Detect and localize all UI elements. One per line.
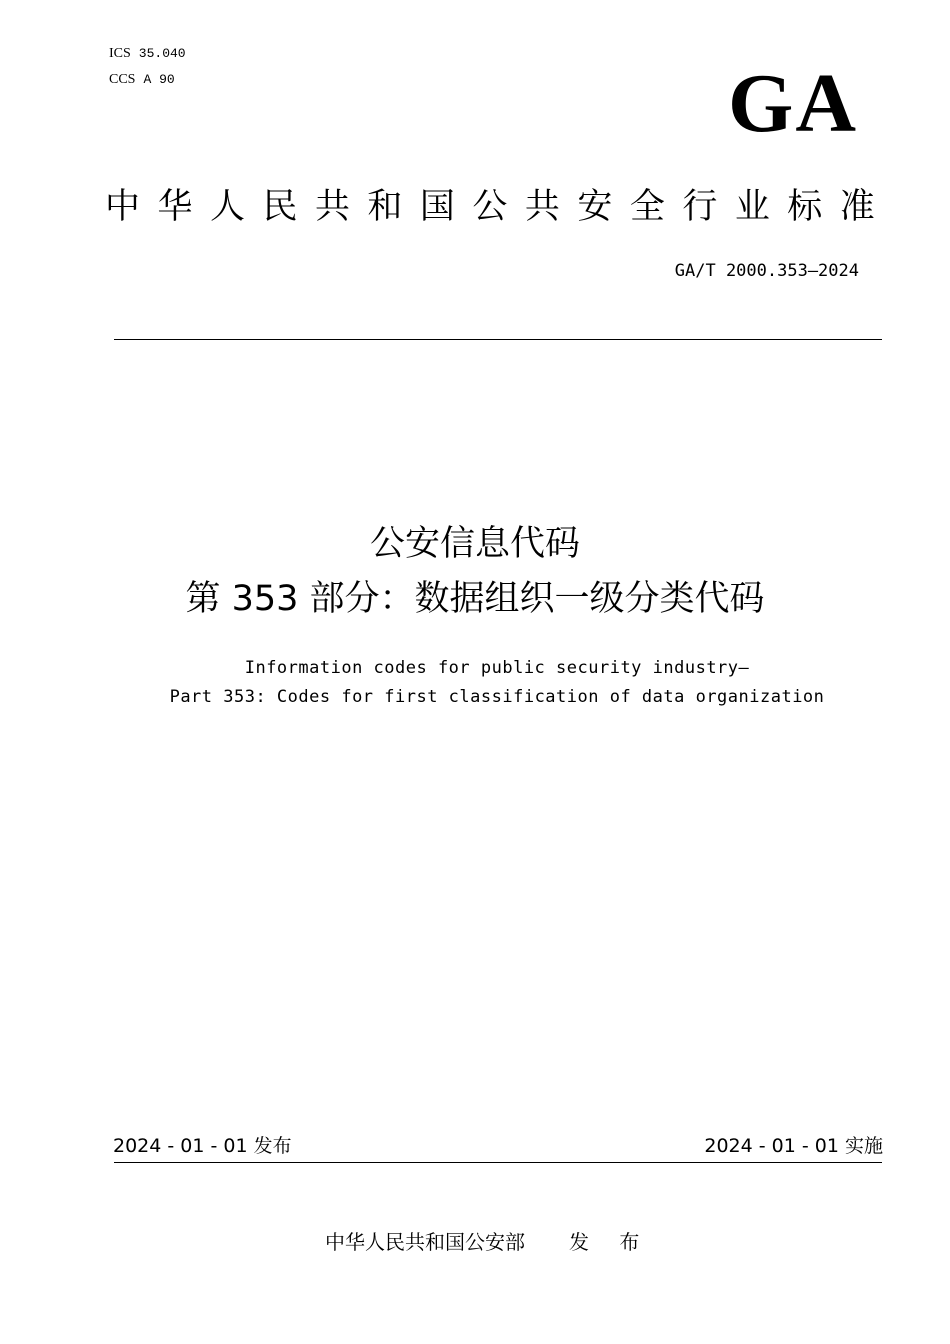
implement-date: 2024 - 01 - 01 实施 xyxy=(704,1135,883,1157)
ccs-value: A 90 xyxy=(143,72,175,87)
standard-type-char: 准 xyxy=(839,187,875,227)
ccs-label: CCS xyxy=(109,72,136,87)
standard-number: GA/T 2000.353—2024 xyxy=(674,261,859,281)
standard-type-char: 全 xyxy=(629,187,665,227)
title-en-line2: Part 353: Codes for first classification of data organization xyxy=(169,687,825,707)
standard-type-char: 公 xyxy=(472,187,508,227)
publish-date: 2024 - 01 - 01 发布 xyxy=(113,1135,292,1157)
ics-value: 35.040 xyxy=(138,46,186,61)
top-divider xyxy=(114,339,882,340)
standard-type-char: 标 xyxy=(787,187,823,227)
standard-type-char: 中 xyxy=(105,187,141,227)
ccs-code xyxy=(109,72,175,88)
title-zh-line1: 公安信息代码 xyxy=(369,524,580,564)
standard-type-char: 和 xyxy=(367,187,403,227)
publisher-name: 中华人民共和国公安部 xyxy=(325,1230,525,1254)
title-zh-line2: 第 353 部分：数据组织一级分类代码 xyxy=(185,579,765,619)
standard-type-char: 业 xyxy=(734,187,770,227)
standard-type-char: 行 xyxy=(682,187,718,227)
ics-label: ICS xyxy=(109,46,131,61)
title-en-line1: Information codes for public security industry— xyxy=(244,658,750,678)
bottom-divider xyxy=(114,1162,882,1163)
standard-type-char: 国 xyxy=(419,187,455,227)
publisher-action: 发 布 xyxy=(569,1230,652,1254)
ga-logo: GA xyxy=(728,57,858,150)
standard-type-char: 华 xyxy=(157,187,193,227)
publisher-line xyxy=(325,1228,651,1256)
ics-code xyxy=(109,46,186,62)
standard-type-char: 安 xyxy=(577,187,613,227)
standard-type-char: 共 xyxy=(524,187,560,227)
standard-type-char: 民 xyxy=(262,187,298,227)
standard-type-heading xyxy=(105,182,875,232)
standard-type-char: 人 xyxy=(209,187,245,227)
standard-type-char: 共 xyxy=(314,187,350,227)
